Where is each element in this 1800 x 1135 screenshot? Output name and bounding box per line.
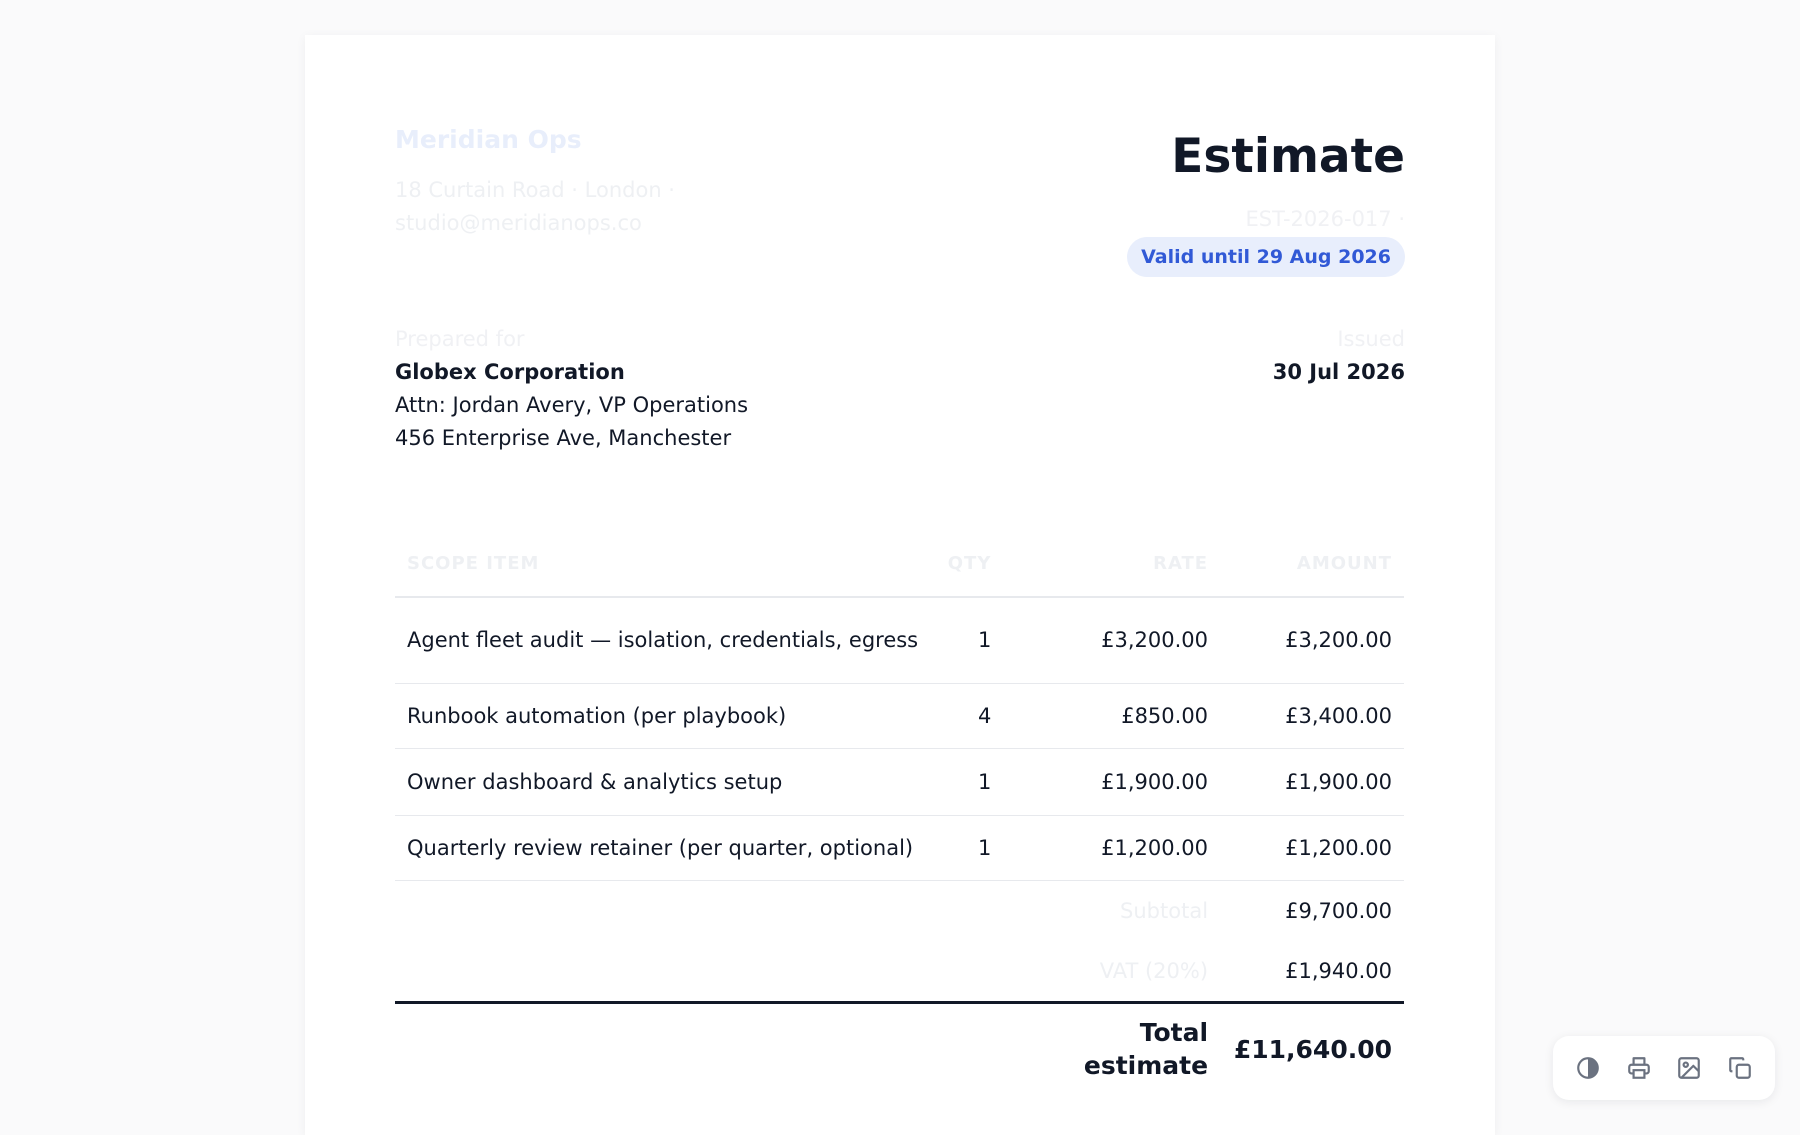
row-amount: £3,200.00 bbox=[1220, 597, 1404, 684]
vat-row bbox=[395, 941, 1404, 1003]
client-attention: Attn: Jordan Avery, VP Operations bbox=[395, 393, 749, 417]
header-qty: QTY bbox=[934, 530, 1003, 597]
print-icon bbox=[1626, 1055, 1652, 1081]
row-qty: 4 bbox=[934, 684, 1003, 749]
row-rate: £1,900.00 bbox=[1003, 749, 1220, 816]
vat-label: VAT (20%) bbox=[1003, 941, 1220, 1003]
row-item: Owner dashboard & analytics setup bbox=[395, 749, 934, 816]
total-label bbox=[1003, 1003, 1220, 1095]
issued-caption: Issued bbox=[1337, 327, 1405, 351]
brand-email: studio@meridianops.co bbox=[395, 211, 642, 235]
brand-address-line: 18 Curtain Road · London · bbox=[395, 178, 675, 202]
row-rate: £1,200.00 bbox=[1003, 816, 1220, 881]
table-row bbox=[395, 684, 1404, 749]
header-scope-item: SCOPE ITEM bbox=[395, 530, 934, 597]
row-qty: 1 bbox=[934, 749, 1003, 816]
row-item: Quarterly review retainer (per quarter, optional) bbox=[395, 816, 934, 881]
row-amount: £3,400.00 bbox=[1220, 684, 1404, 749]
estimate-sheet bbox=[305, 35, 1495, 1135]
issued-block bbox=[1273, 323, 1405, 389]
row-amount: £1,900.00 bbox=[1220, 749, 1404, 816]
client-caption: Prepared for bbox=[395, 327, 525, 351]
table-row bbox=[395, 816, 1404, 881]
contrast-toggle-button[interactable] bbox=[1568, 1048, 1608, 1088]
table-row bbox=[395, 597, 1404, 684]
row-item: Agent fleet audit — isolation, credentials, egress bbox=[395, 597, 934, 684]
header-rate: RATE bbox=[1003, 530, 1220, 597]
subtotal-row bbox=[395, 881, 1404, 942]
vat-value: £1,940.00 bbox=[1220, 941, 1404, 1003]
validity-badge: Valid until 29 Aug 2026 bbox=[1127, 237, 1405, 277]
row-qty: 1 bbox=[934, 597, 1003, 684]
row-amount: £1,200.00 bbox=[1220, 816, 1404, 881]
client-address: 456 Enterprise Ave, Manchester bbox=[395, 426, 732, 450]
floating-toolbar bbox=[1553, 1036, 1775, 1100]
copy-button[interactable] bbox=[1720, 1048, 1760, 1088]
image-icon bbox=[1676, 1055, 1702, 1081]
header-amount: AMOUNT bbox=[1220, 530, 1404, 597]
client-block bbox=[395, 323, 748, 455]
contrast-icon bbox=[1575, 1055, 1601, 1081]
brand-name: Meridian Ops bbox=[395, 125, 582, 154]
row-rate: £3,200.00 bbox=[1003, 597, 1220, 684]
total-label-text: Total estimate bbox=[1083, 1018, 1209, 1080]
document-title: Estimate bbox=[1171, 129, 1405, 184]
table-header-row bbox=[395, 530, 1404, 597]
issued-date: 30 Jul 2026 bbox=[1272, 360, 1405, 384]
row-item: Runbook automation (per playbook) bbox=[395, 684, 934, 749]
subtotal-value: £9,700.00 bbox=[1285, 898, 1392, 923]
client-name: Globex Corporation bbox=[395, 360, 625, 384]
table-row bbox=[395, 749, 1404, 816]
total-row bbox=[395, 1003, 1404, 1095]
row-rate: £850.00 bbox=[1003, 684, 1220, 749]
brand-address bbox=[395, 174, 725, 240]
line-items-table bbox=[395, 530, 1404, 1094]
row-qty: 1 bbox=[934, 816, 1003, 881]
subtotal-label: Subtotal bbox=[1120, 898, 1209, 923]
copy-icon bbox=[1727, 1055, 1753, 1081]
print-button[interactable] bbox=[1619, 1048, 1659, 1088]
total-value: £11,640.00 bbox=[1233, 1034, 1392, 1064]
document-number: EST-2026-017 · bbox=[1245, 207, 1405, 231]
export-image-button[interactable] bbox=[1669, 1048, 1709, 1088]
